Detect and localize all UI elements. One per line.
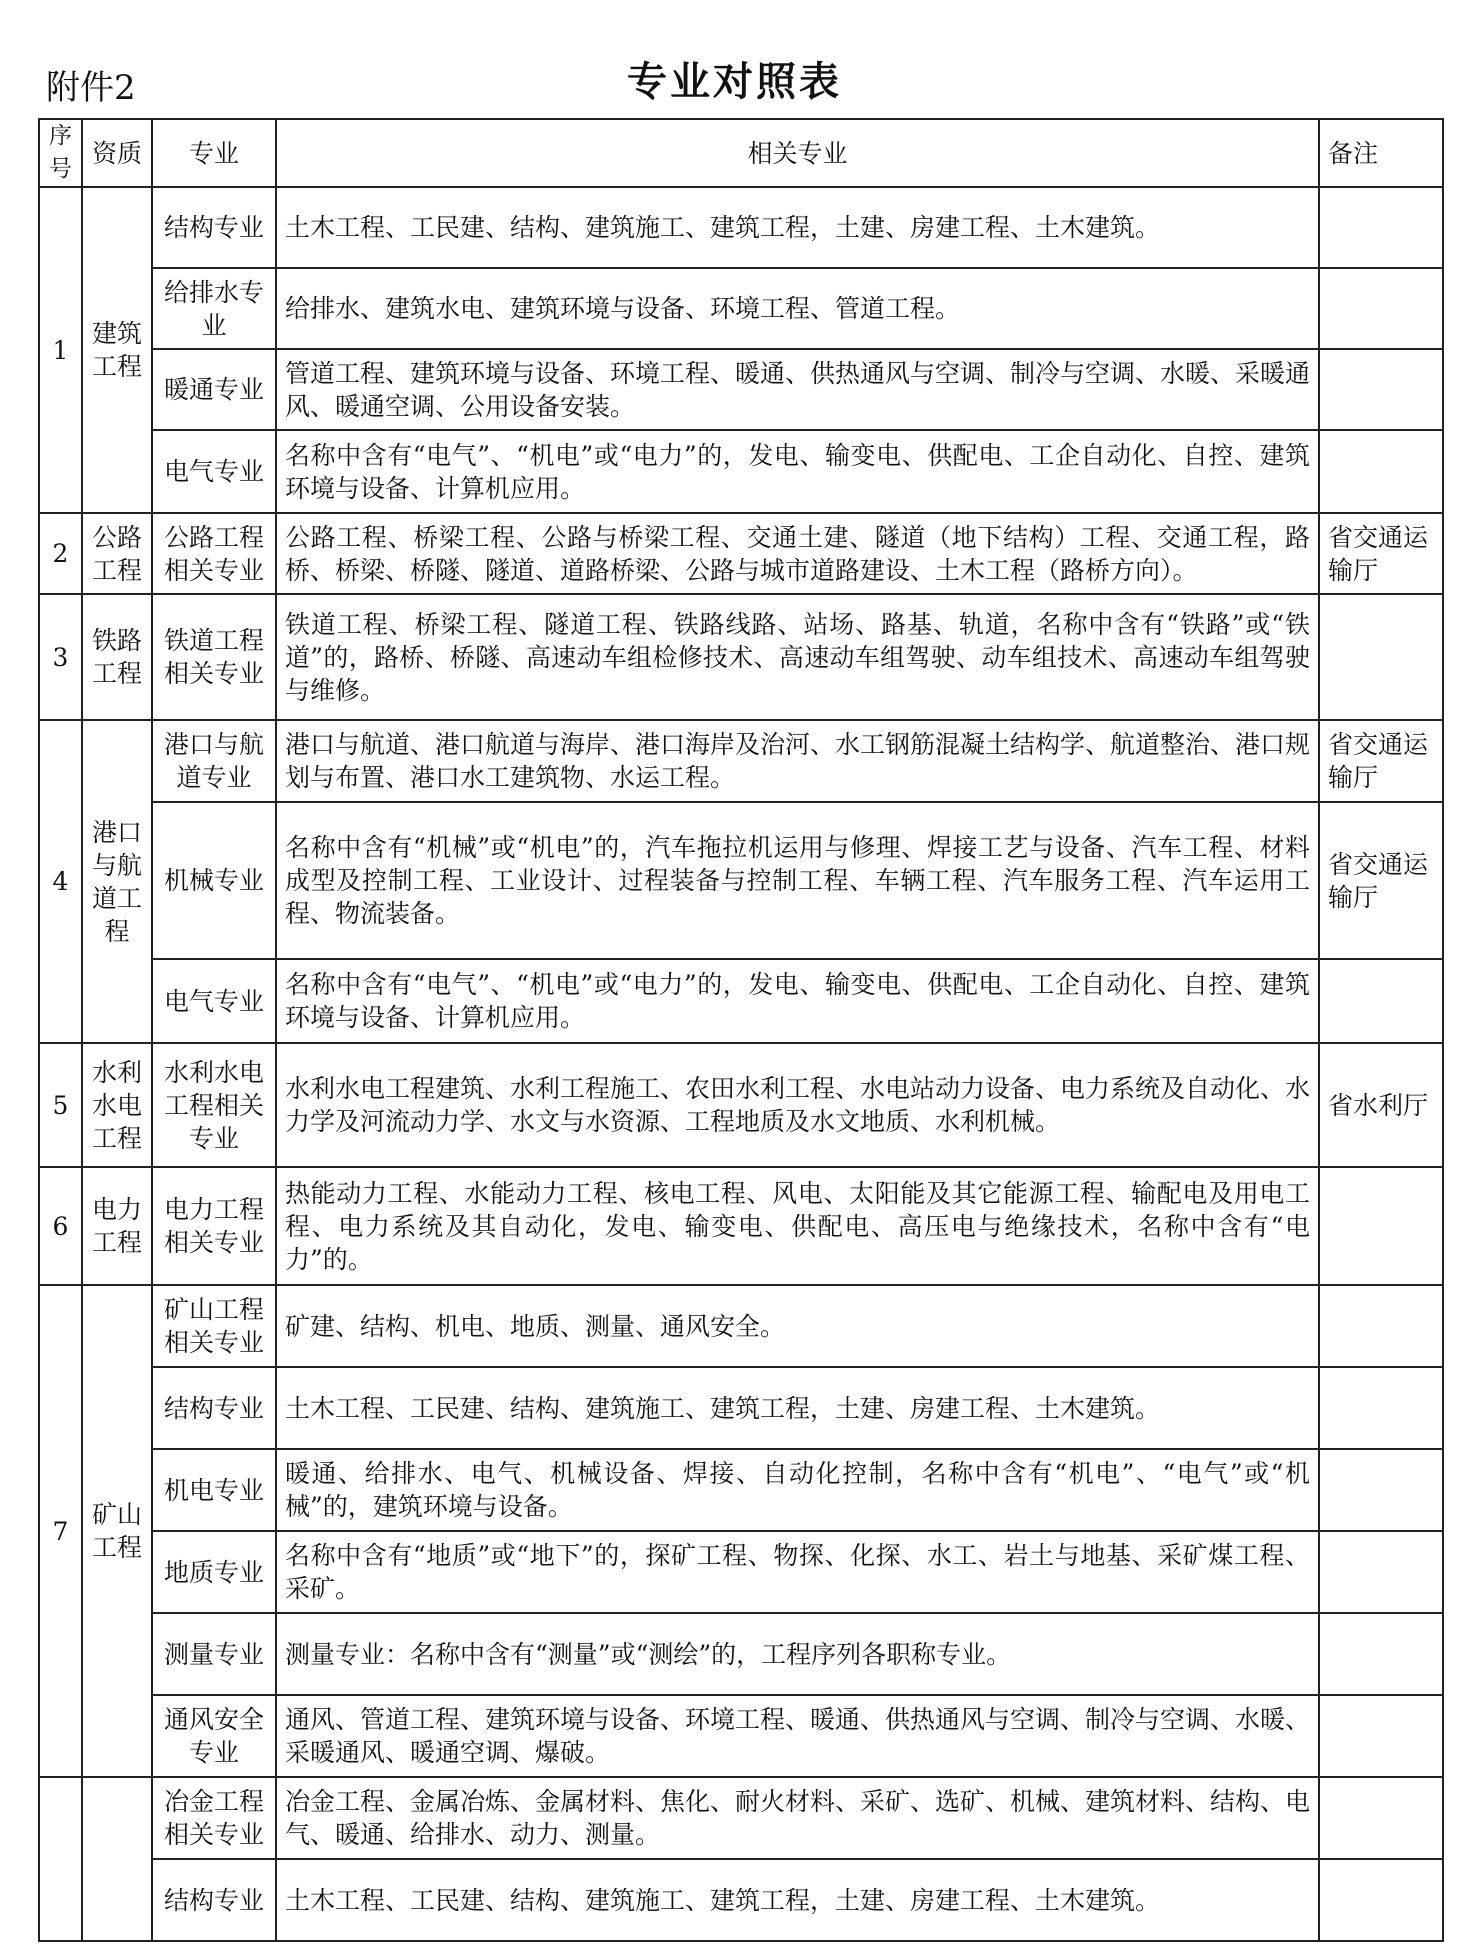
specialty-cell: 地质专业	[152, 1531, 276, 1613]
specialty-cell: 结构专业	[152, 1859, 276, 1941]
qualification-cell: 矿山工程	[82, 1285, 152, 1777]
table-row	[39, 513, 1443, 594]
table-row	[39, 1613, 1443, 1695]
related-cell: 公路工程、桥梁工程、公路与桥梁工程、交通土建、隧道（地下结构）工程、交通工程，路桥、桥梁、桥隧、隧道、道路桥梁、公路与城市道路建设、土木工程（路桥方向）。	[276, 513, 1319, 594]
related-cell: 给排水、建筑水电、建筑环境与设备、环境工程、管道工程。	[276, 268, 1319, 349]
column-header-specialty: 专业	[152, 119, 276, 187]
row-number: 5	[39, 1043, 82, 1167]
related-cell: 铁道工程、桥梁工程、隧道工程、铁路线路、站场、路基、轨道，名称中含有“铁路”或“铁道”的，路桥、桥隧、高速动车组检修技术、高速动车组驾驶、动车组技术、高速动车组驾驶与维修。	[276, 594, 1319, 720]
related-cell: 冶金工程、金属冶炼、金属材料、焦化、耐火材料、采矿、选矿、机械、建筑材料、结构、电气、暖通、给排水、动力、测量。	[276, 1777, 1319, 1859]
note-cell	[1319, 1167, 1443, 1285]
specialty-cell: 结构专业	[152, 187, 276, 268]
note-cell	[1319, 1613, 1443, 1695]
table-row	[39, 1449, 1443, 1531]
qualification-cell: 公路工程	[82, 513, 152, 594]
specialty-cell: 港口与航道专业	[152, 720, 276, 802]
specialty-table	[38, 118, 1444, 1942]
qualification-cell: 港口与航道工程	[82, 720, 152, 1043]
specialty-cell: 测量专业	[152, 1613, 276, 1695]
related-cell: 土木工程、工民建、结构、建筑施工、建筑工程，土建、房建工程、土木建筑。	[276, 187, 1319, 268]
related-cell: 管道工程、建筑环境与设备、环境工程、暖通、供热通风与空调、制冷与空调、水暖、采暖通风、暖通空调、公用设备安装。	[276, 349, 1319, 430]
related-cell: 名称中含有“地质”或“地下”的，探矿工程、物探、化探、水工、岩土与地基、采矿煤工程、采矿。	[276, 1531, 1319, 1613]
qualification-cell: 水利水电工程	[82, 1043, 152, 1167]
related-cell: 港口与航道、港口航道与海岸、港口海岸及治河、水工钢筋混凝土结构学、航道整治、港口规划与布置、港口水工建筑物、水运工程。	[276, 720, 1319, 802]
note-cell	[1319, 959, 1443, 1043]
specialty-cell: 铁道工程相关专业	[152, 594, 276, 720]
table-row	[39, 959, 1443, 1043]
table-row	[39, 1285, 1443, 1367]
related-cell: 土木工程、工民建、结构、建筑施工、建筑工程，土建、房建工程、土木建筑。	[276, 1859, 1319, 1941]
qualification-cell: 铁路工程	[82, 594, 152, 720]
table-row	[39, 1859, 1443, 1941]
related-cell: 名称中含有“电气”、“机电”或“电力”的，发电、输变电、供配电、工企自动化、自控、建筑环境与设备、计算机应用。	[276, 959, 1319, 1043]
specialty-cell: 冶金工程相关专业	[152, 1777, 276, 1859]
specialty-cell: 机械专业	[152, 802, 276, 959]
related-cell: 热能动力工程、水能动力工程、核电工程、风电、太阳能及其它能源工程、输配电及用电工程、电力系统及其自动化，发电、输变电、供配电、高压电与绝缘技术，名称中含有“电力”的。	[276, 1167, 1319, 1285]
note-cell: 省交通运输厅	[1319, 513, 1443, 594]
page-title: 专业对照表	[627, 59, 842, 105]
note-cell	[1319, 268, 1443, 349]
note-cell	[1319, 1777, 1443, 1859]
note-cell: 省交通运输厅	[1319, 802, 1443, 959]
specialty-cell: 电气专业	[152, 430, 276, 513]
table-row	[39, 268, 1443, 349]
related-cell: 名称中含有“电气”、“机电”或“电力”的，发电、输变电、供配电、工企自动化、自控、建筑环境与设备、计算机应用。	[276, 430, 1319, 513]
note-cell	[1319, 1531, 1443, 1613]
row-number: 7	[39, 1285, 82, 1777]
row-number: 4	[39, 720, 82, 1043]
column-header-qualification: 资质	[82, 119, 152, 187]
related-cell: 测量专业：名称中含有“测量”或“测绘”的，工程序列各职称专业。	[276, 1613, 1319, 1695]
related-cell: 通风、管道工程、建筑环境与设备、环境工程、暖通、供热通风与空调、制冷与空调、水暖、采暖通风、暖通空调、爆破。	[276, 1695, 1319, 1777]
specialty-cell: 通风安全专业	[152, 1695, 276, 1777]
related-cell: 暖通、给排水、电气、机械设备、焊接、自动化控制，名称中含有“机电”、“电气”或“机械”的，建筑环境与设备。	[276, 1449, 1319, 1531]
row-number: 3	[39, 594, 82, 720]
specialty-cell: 公路工程相关专业	[152, 513, 276, 594]
row-number: 2	[39, 513, 82, 594]
specialty-cell: 给排水专业	[152, 268, 276, 349]
column-header-no: 序号	[39, 119, 82, 187]
row-number: 1	[39, 187, 82, 513]
note-cell: 省水利厅	[1319, 1043, 1443, 1167]
table-row	[39, 1043, 1443, 1167]
table-row	[39, 1367, 1443, 1449]
note-cell	[1319, 187, 1443, 268]
column-header-note: 备注	[1319, 119, 1443, 187]
note-cell	[1319, 1695, 1443, 1777]
qualification-cell: 电力工程	[82, 1167, 152, 1285]
related-cell: 矿建、结构、机电、地质、测量、通风安全。	[276, 1285, 1319, 1367]
specialty-cell: 水利水电工程相关专业	[152, 1043, 276, 1167]
specialty-cell: 暖通专业	[152, 349, 276, 430]
note-cell	[1319, 1285, 1443, 1367]
specialty-cell: 电气专业	[152, 959, 276, 1043]
row-number: 6	[39, 1167, 82, 1285]
table-row	[39, 1167, 1443, 1285]
note-cell	[1319, 430, 1443, 513]
specialty-cell: 机电专业	[152, 1449, 276, 1531]
note-cell: 省交通运输厅	[1319, 720, 1443, 802]
note-cell	[1319, 1449, 1443, 1531]
table-row	[39, 430, 1443, 513]
related-cell: 名称中含有“机械”或“机电”的，汽车拖拉机运用与修理、焊接工艺与设备、汽车工程、材料成型及控制工程、工业设计、过程装备与控制工程、车辆工程、汽车服务工程、汽车运用工程、物流装备。	[276, 802, 1319, 959]
qualification-cell: 建筑工程	[82, 187, 152, 513]
table-row	[39, 187, 1443, 268]
table-row	[39, 349, 1443, 430]
table-row	[39, 1695, 1443, 1777]
note-cell	[1319, 594, 1443, 720]
specialty-cell: 电力工程相关专业	[152, 1167, 276, 1285]
specialty-cell: 结构专业	[152, 1367, 276, 1449]
related-cell: 土木工程、工民建、结构、建筑施工、建筑工程，土建、房建工程、土木建筑。	[276, 1367, 1319, 1449]
note-cell	[1319, 1367, 1443, 1449]
table-row	[39, 1531, 1443, 1613]
attachment-label: 附件2	[46, 68, 136, 108]
table-row	[39, 594, 1443, 720]
table-row	[39, 802, 1443, 959]
column-header-related: 相关专业	[276, 119, 1319, 187]
note-cell	[1319, 1859, 1443, 1941]
table-row	[39, 720, 1443, 802]
related-cell: 水利水电工程建筑、水利工程施工、农田水利工程、水电站动力设备、电力系统及自动化、水力学及河流动力学、水文与水资源、工程地质及水文地质、水利机械。	[276, 1043, 1319, 1167]
row-number	[39, 1777, 82, 1941]
table-row	[39, 1777, 1443, 1859]
qualification-cell	[82, 1777, 152, 1941]
specialty-cell: 矿山工程相关专业	[152, 1285, 276, 1367]
note-cell	[1319, 349, 1443, 430]
